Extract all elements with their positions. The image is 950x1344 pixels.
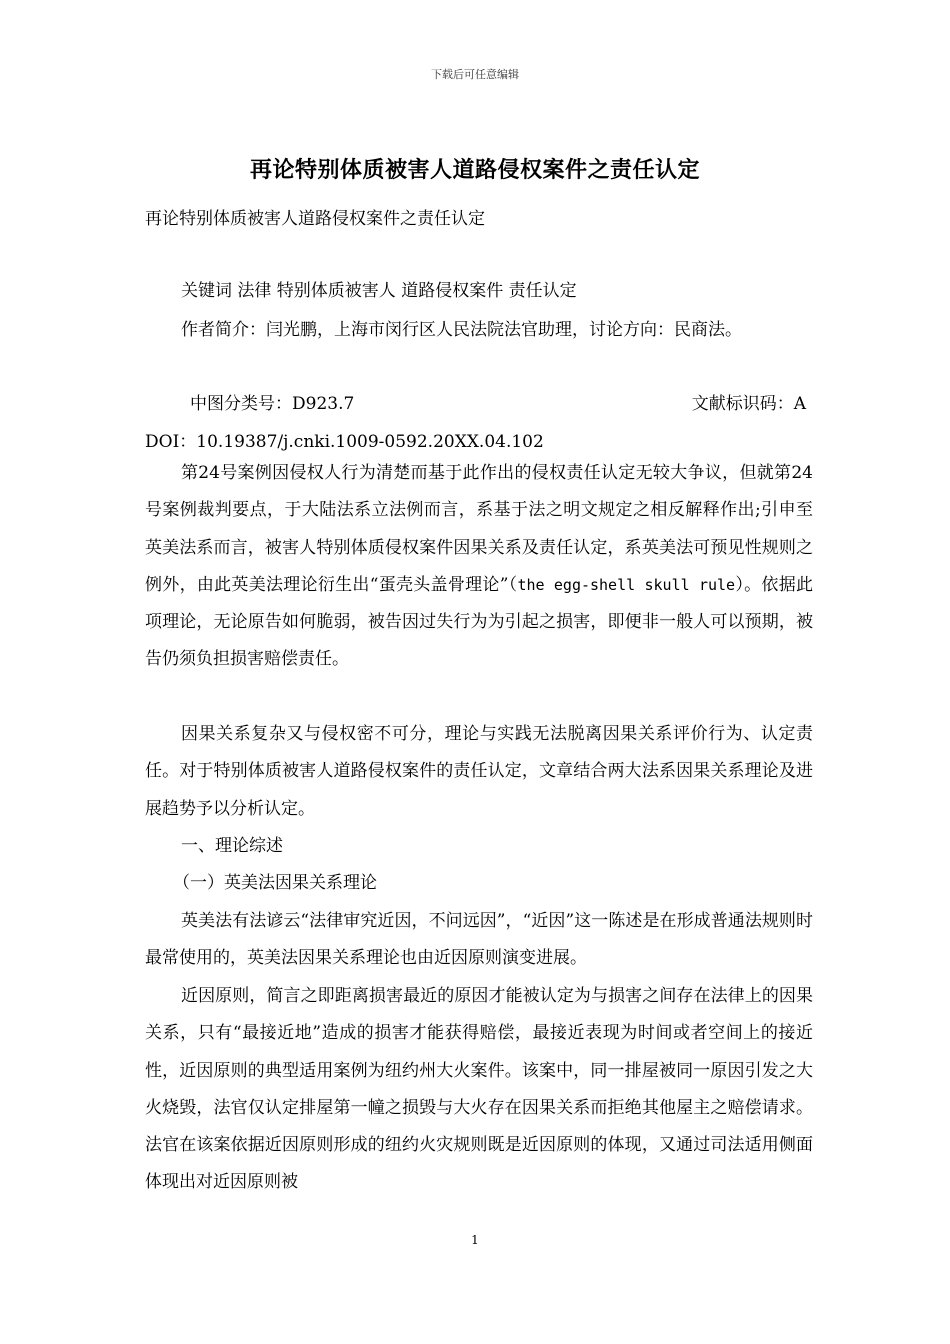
body-paragraph-2: 因果关系复杂又与侵权密不可分，理论与实践无法脱离因果关系评价行为、认定责任。对于特别体质被害人道路侵权案件的责任认定，文章结合两大法系因果关系理论及进展趋势予以分析认定。 [145, 724, 813, 819]
author-line: 作者简介：闫光鹏，上海市闵行区人民法院法官助理，讨论方向：民商法。 [181, 320, 742, 340]
body-paragraph-3: 英美法有法谚云“法律审究近因，不问远因”，“近因”这一陈述是在形成普通法规则时最常使用的，英美法因果关系理论也由近因原则演变进展。 [145, 911, 813, 969]
paragraph-1-text-a: 第24号案例因侵权人行为清楚而基于此作出的侵权责任认定无较大争议，但就第24号案例裁判要点，于大陆法系立法例而言，系基于法之明文规定之相反解释作出;引申至英美法系而言，被害人特别体质侵权案件因果关系及责任认定，系英美法可预见性规则之例外，由此英美法理论衍生出“蛋壳头盖骨理论”（ [145, 463, 813, 595]
body-paragraph-1 [145, 455, 813, 679]
page-header: 下载后可任意编辑 [431, 68, 519, 81]
page-number: 1 [471, 1233, 479, 1247]
classification-row [190, 389, 806, 414]
section-heading-1: 一、理论综述 [181, 836, 283, 856]
document-subtitle: 再论特别体质被害人道路侵权案件之责任认定 [145, 209, 485, 229]
paragraph-1-english-term: the egg-shell skull rule [517, 575, 736, 594]
section-heading-1-1: （一）英美法因果关系理论 [173, 873, 377, 893]
body-paragraph-4: 近因原则，简言之即距离损害最近的原因才能被认定为与损害之间存在法律上的因果关系，只有“最接近地”造成的损害才能获得赔偿，最接近表现为时间或者空间上的接近性，近因原则的典型适用案例为纽约州大火案件。该案中，同一排屋被同一原因引发之大火烧毁，法官仅认定排屋第一幢之损毁与大火存在因果关系而拒绝其他屋主之赔偿请求。法官在该案依据近因原则形成的纽约火灾规则既是近因原则的体现，又通过司法适用侧面体现出对近因原则被 [145, 986, 813, 1193]
keywords-line: 关键词 法律 特别体质被害人 道路侵权案件 责任认定 [181, 281, 577, 301]
paragraph-1-text-b: ）。依据此项理论，无论原告如何脆弱，被告因过失行为为引起之损害，即便非一般人可以预期，被告仍须负担损害赔偿责任。 [145, 574, 814, 670]
clc-number: 中图分类号：D923.7 [190, 394, 355, 414]
document-title: 再论特别体质被害人道路侵权案件之责任认定 [249, 157, 700, 183]
doi-line: DOI：10.19387/j.cnki.1009-0592.20XX.04.102 [145, 432, 544, 452]
document-code: 文献标识码：A [691, 394, 806, 414]
